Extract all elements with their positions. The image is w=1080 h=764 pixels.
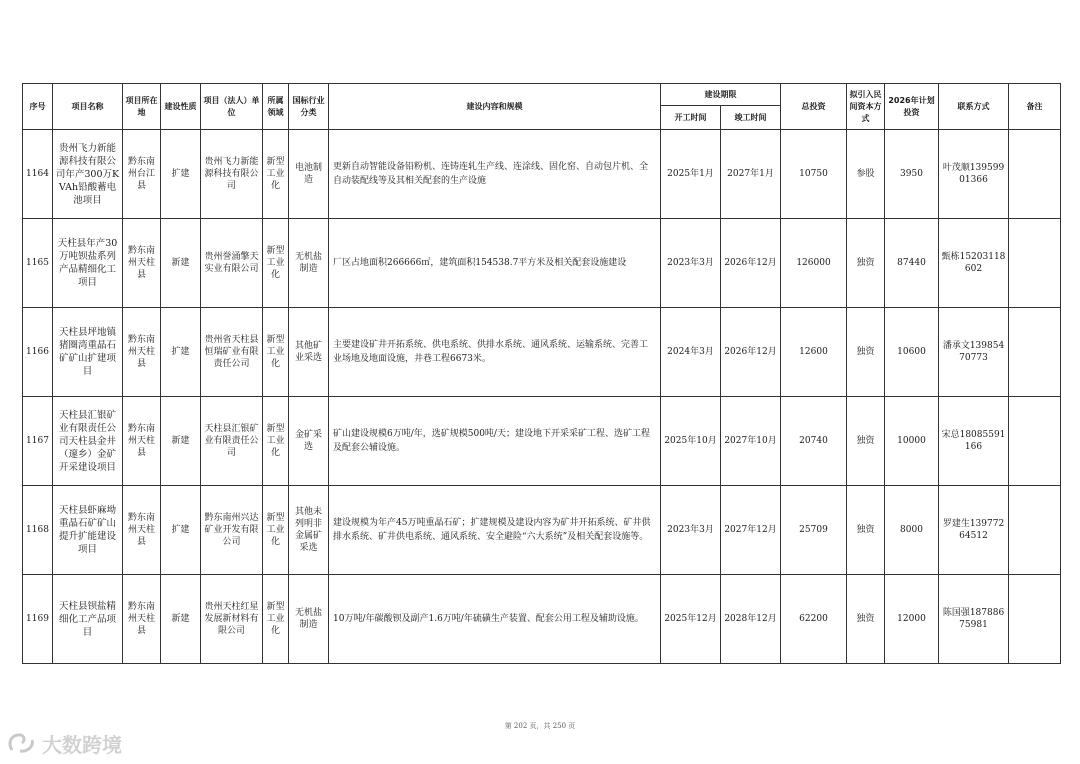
row-contact: 甄栋15203118602 (939, 219, 1009, 308)
row-unit: 天柱县汇银矿业有限责任公司 (201, 397, 263, 486)
row-start: 2024年3月 (661, 308, 721, 397)
row-start: 2025年10月 (661, 397, 721, 486)
row-total: 25709 (781, 486, 847, 575)
header-nature: 建设性质 (161, 84, 201, 130)
row-industry: 无机盐制造 (289, 219, 329, 308)
row-remark (1009, 397, 1061, 486)
header-seq: 序号 (23, 84, 53, 130)
header-start: 开工时间 (661, 106, 721, 130)
row-plan: 10600 (885, 308, 939, 397)
row-total: 10750 (781, 130, 847, 219)
row-remark (1009, 308, 1061, 397)
row-seq: 1164 (23, 130, 53, 219)
row-name: 天柱县虾麻坳重晶石矿矿山提升扩能建设项目 (53, 486, 123, 575)
row-nature: 扩建 (161, 308, 201, 397)
row-location: 黔东南州天柱县 (123, 308, 161, 397)
header-remark: 备注 (1009, 84, 1061, 130)
header-field: 所属领域 (263, 84, 289, 130)
table-header-row (23, 84, 1061, 106)
row-location: 黔东南州天柱县 (123, 575, 161, 664)
project-table (22, 83, 1061, 664)
header-unit: 项目（法人）单位 (201, 84, 263, 130)
row-plan: 3950 (885, 130, 939, 219)
row-field: 新型工业化 (263, 575, 289, 664)
table-row (23, 308, 1061, 397)
row-plan: 10000 (885, 397, 939, 486)
row-field: 新型工业化 (263, 219, 289, 308)
row-seq: 1168 (23, 486, 53, 575)
row-field: 新型工业化 (263, 308, 289, 397)
row-field: 新型工业化 (263, 130, 289, 219)
row-contact: 潘承文13985470773 (939, 308, 1009, 397)
row-total: 126000 (781, 219, 847, 308)
row-seq: 1165 (23, 219, 53, 308)
row-unit: 贵州誉涌擎天实业有限公司 (201, 219, 263, 308)
table-row (23, 130, 1061, 219)
row-seq: 1169 (23, 575, 53, 664)
row-start: 2025年1月 (661, 130, 721, 219)
row-name: 天柱县年产30万吨钡盐系列产品精细化工项目 (53, 219, 123, 308)
row-end: 2027年10月 (721, 397, 781, 486)
row-content: 10万吨/年碳酸钡及副产1.6万吨/年硫磺生产装置、配套公用工程及辅助设施。 (329, 575, 661, 664)
row-content: 厂区占地面积266666㎡，建筑面积154538.7平方米及相关配套设施建设 (329, 219, 661, 308)
row-end: 2026年12月 (721, 219, 781, 308)
row-end: 2026年12月 (721, 308, 781, 397)
header-contact: 联系方式 (939, 84, 1009, 130)
header-name: 项目名称 (53, 84, 123, 130)
logo-icon (6, 730, 38, 756)
row-industry: 无机盐制造 (289, 575, 329, 664)
row-name: 天柱县汇银矿业有限责任公司天柱县金井（邃乡）金矿开采建设项目 (53, 397, 123, 486)
row-industry: 其他未列明非金属矿采选 (289, 486, 329, 575)
row-field: 新型工业化 (263, 486, 289, 575)
row-plan: 87440 (885, 219, 939, 308)
row-contact: 叶茂顺13959901366 (939, 130, 1009, 219)
header-location: 项目所在地 (123, 84, 161, 130)
row-end: 2027年1月 (721, 130, 781, 219)
header-content: 建设内容和规模 (329, 84, 661, 130)
row-industry: 电池制造 (289, 130, 329, 219)
row-remark (1009, 130, 1061, 219)
row-capital: 独资 (847, 397, 885, 486)
row-unit: 贵州天柱红星发展新材料有限公司 (201, 575, 263, 664)
row-field: 新型工业化 (263, 397, 289, 486)
row-name: 天柱县坪地镇猪圈湾重晶石矿矿山扩建项目 (53, 308, 123, 397)
row-start: 2025年12月 (661, 575, 721, 664)
row-contact: 罗建生13977264512 (939, 486, 1009, 575)
row-remark (1009, 219, 1061, 308)
row-industry: 其他矿业采选 (289, 308, 329, 397)
table-row (23, 219, 1061, 308)
row-capital: 参股 (847, 130, 885, 219)
row-end: 2027年12月 (721, 486, 781, 575)
row-content: 矿山建设规模6万吨/年，选矿规模500吨/天；建设地下开采采矿工程、选矿工程及配套公辅设施。 (329, 397, 661, 486)
table-row (23, 486, 1061, 575)
row-nature: 新建 (161, 397, 201, 486)
row-location: 黔东南州天柱县 (123, 397, 161, 486)
header-total: 总投资 (781, 84, 847, 130)
row-content: 主要建设矿井开拓系统、供电系统、供排水系统、通风系统、运输系统、完善工业场地及地面设施，井巷工程6673米。 (329, 308, 661, 397)
row-capital: 独资 (847, 219, 885, 308)
row-capital: 独资 (847, 308, 885, 397)
row-remark (1009, 575, 1061, 664)
row-start: 2023年3月 (661, 219, 721, 308)
row-nature: 新建 (161, 219, 201, 308)
row-capital: 独资 (847, 486, 885, 575)
row-contact: 陈国强18788675981 (939, 575, 1009, 664)
header-industry: 国标行业分类 (289, 84, 329, 130)
header-end: 竣工时间 (721, 106, 781, 130)
row-plan: 8000 (885, 486, 939, 575)
page-footer: 第 202 页，共 250 页 (504, 722, 576, 730)
table-row (23, 397, 1061, 486)
row-seq: 1166 (23, 308, 53, 397)
row-location: 黔东南州天柱县 (123, 486, 161, 575)
row-end: 2028年12月 (721, 575, 781, 664)
row-total: 12600 (781, 308, 847, 397)
row-name: 天柱县钡盐精细化工产品项目 (53, 575, 123, 664)
row-location: 黔东南州台江县 (123, 130, 161, 219)
row-total: 62200 (781, 575, 847, 664)
row-seq: 1167 (23, 397, 53, 486)
row-industry: 金矿采选 (289, 397, 329, 486)
row-capital: 独资 (847, 575, 885, 664)
row-unit: 贵州飞力新能源科技有限公司 (201, 130, 263, 219)
table-body (23, 130, 1061, 664)
table-row (23, 575, 1061, 664)
watermark (6, 728, 122, 758)
row-unit: 黔东南州兴达矿业开发有限公司 (201, 486, 263, 575)
watermark-text: 大数跨境 (42, 732, 122, 757)
header-period: 建设期限 (661, 84, 781, 106)
row-plan: 12000 (885, 575, 939, 664)
row-location: 黔东南州天柱县 (123, 219, 161, 308)
row-nature: 新建 (161, 575, 201, 664)
row-nature: 扩建 (161, 486, 201, 575)
row-name: 贵州飞力新能源科技有限公司年产300万KVAh铅酸蓄电池项目 (53, 130, 123, 219)
header-plan: 2026年计划投资 (885, 84, 939, 130)
row-total: 20740 (781, 397, 847, 486)
row-unit: 贵州省天柱县恒瑞矿业有限责任公司 (201, 308, 263, 397)
row-nature: 扩建 (161, 130, 201, 219)
row-contact: 宋总18085591166 (939, 397, 1009, 486)
row-content: 建设规模为年产45万吨重晶石矿；扩建规模及建设内容为矿井开拓系统、矿井供排水系统、矿井供电系统、通风系统、安全避险“六大系统”及相关配套设施等。 (329, 486, 661, 575)
row-start: 2023年3月 (661, 486, 721, 575)
row-remark (1009, 486, 1061, 575)
row-content: 更新自动智能设备铅粉机、连铸连轧生产线、连涂线、固化窑、自动包片机、全自动装配线等及其相关配套的生产设施 (329, 130, 661, 219)
header-capital: 拟引入民间资本方式 (847, 84, 885, 130)
